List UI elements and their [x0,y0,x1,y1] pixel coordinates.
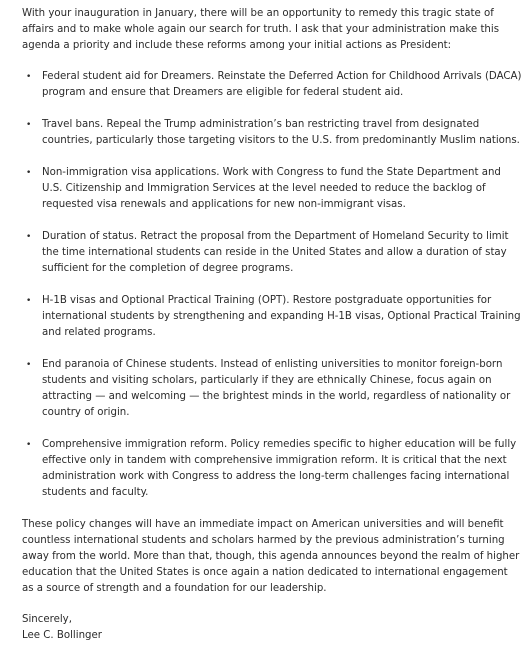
list-item [22,229,522,277]
valediction: Sincerely, [22,614,72,625]
bullet-icon: • [26,72,32,82]
list-item [22,357,522,421]
reform-text: Federal student aid for Dreamers. Reinstate the Deferred Action for Childhood Arrivals (DACA) program and ensure that Dreamers are eligible for federal student aid. [42,71,522,98]
reform-text: Non-immigration visa applications. Work with Congress to fund the State Department and U.S. Citizenship and Immigration Services at the level needed to reduce the backlog of requested visa renewals and applications for new non-immigrant visas. [42,167,501,210]
bullet-icon: • [26,232,32,242]
reforms-list [22,69,522,501]
reform-text: Travel bans. Repeal the Trump administration’s ban restricting travel from designated countries, particularly those targeting visitors to the U.S. from predominantly Muslim nations. [42,119,520,146]
list-item [22,437,522,501]
letter-body [22,6,522,644]
bullet-icon: • [26,360,32,370]
list-item [22,165,522,213]
intro-paragraph: With your inauguration in January, there will be an opportunity to remedy this tragic state of affairs and to make whole again our search for truth. I ask that your administration make this agenda a priority and include these reforms among your initial actions as President: [22,8,500,51]
bullet-icon: • [26,440,32,450]
bullet-icon: • [26,168,32,178]
bullet-icon: • [26,296,32,306]
list-item [22,69,522,101]
list-item [22,293,522,341]
reform-text: Comprehensive immigration reform. Policy remedies specific to higher education will be fully effective only in tandem with comprehensive immigration reform. It is critical that the next administration work with Congress to address the long-term challenges facing international students and faculty. [42,439,517,498]
closing-paragraph: These policy changes will have an immediate impact on American universities and will benefit countless international students and scholars harmed by the previous administration’s turning away from the world. More than that, though, this agenda announces beyond the realm of higher education that the United States is once again a nation dedicated to international engagement as a source of strength and a foundation for our leadership. [22,519,520,594]
list-item [22,117,522,149]
reform-text: End paranoia of Chinese students. Instead of enlisting universities to monitor foreign-born students and visiting scholars, particularly if they are ethnically Chinese, focus again on attracting — and welcoming — the brightest minds in the world, regardless of nationality or country of origin. [42,359,511,418]
reform-text: H-1B visas and Optional Practical Training (OPT). Restore postgraduate opportunities for international students by strengthening and expanding H-1B visas, Optional Practical Training and related programs. [42,295,521,338]
bullet-icon: • [26,120,32,130]
signoff-block [22,612,522,644]
reform-text: Duration of status. Retract the proposal from the Department of Homeland Security to limit the time international students can reside in the United States and allow a duration of stay sufficient for the completion of degree programs. [42,231,509,274]
signature-name: Lee C. Bollinger [22,630,102,641]
